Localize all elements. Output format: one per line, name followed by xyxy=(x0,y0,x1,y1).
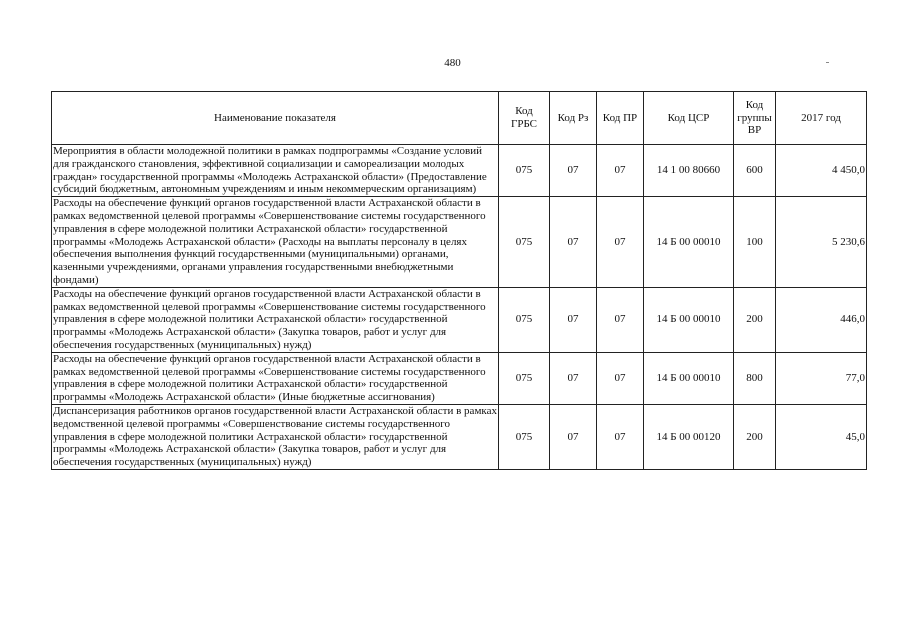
row-amount: 45,0 xyxy=(776,404,867,469)
row-pr: 07 xyxy=(597,352,644,404)
header-rz: Код Рз xyxy=(550,92,597,145)
table-row xyxy=(52,352,867,404)
row-name: Расходы на обеспечение функций органов государственной власти Астраханской области в рамках ведомственной целевой программы «Совершенствование системы государственного управления в сфере молодежной политики Астраханской области» государственной программы «Молодежь Астраханской области» (Расходы на выплаты персоналу в целях обеспечения выполнения функций государственными (муниципальными) органами, казенными учреждениями, органами управления государственными внебюджетными фондами) xyxy=(52,197,499,288)
row-pr: 07 xyxy=(597,145,644,197)
row-grbs: 075 xyxy=(499,145,550,197)
table-header-row xyxy=(52,92,867,145)
row-grbs: 075 xyxy=(499,287,550,352)
row-amount: 4 450,0 xyxy=(776,145,867,197)
row-grbs: 075 xyxy=(499,404,550,469)
row-vr: 200 xyxy=(734,404,776,469)
row-pr: 07 xyxy=(597,404,644,469)
row-rz: 07 xyxy=(550,404,597,469)
row-grbs: 075 xyxy=(499,352,550,404)
row-vr: 600 xyxy=(734,145,776,197)
row-name: Мероприятия в области молодежной политики в рамках подпрограммы «Создание условий для гражданского становления, эффективной социализации и самореализации молодых граждан» государственной программы «Молодежь Астраханской области» (Предоставление субсидий бюджетным, автономным учреждениям и иным некоммерческим организациям) xyxy=(52,145,499,197)
row-amount: 446,0 xyxy=(776,287,867,352)
row-csr: 14 1 00 80660 xyxy=(644,145,734,197)
row-pr: 07 xyxy=(597,197,644,288)
row-csr: 14 Б 00 00010 xyxy=(644,352,734,404)
table-row xyxy=(52,287,867,352)
row-pr: 07 xyxy=(597,287,644,352)
row-csr: 14 Б 00 00010 xyxy=(644,197,734,288)
row-name: Расходы на обеспечение функций органов государственной власти Астраханской области в рамках ведомственной целевой программы «Совершенствование системы государственного управления в сфере молодежной политики Астраханской области» государственной программы «Молодежь Астраханской области» (Иные бюджетные ассигнования) xyxy=(52,352,499,404)
row-csr: 14 Б 00 00010 xyxy=(644,287,734,352)
header-year: 2017 год xyxy=(776,92,867,145)
row-vr: 200 xyxy=(734,287,776,352)
header-pr: Код ПР xyxy=(597,92,644,145)
row-name: Расходы на обеспечение функций органов государственной власти Астраханской области в рамках ведомственной целевой программы «Совершенствование системы государственного управления в сфере молодежной политики Астраханской области» государственной программы «Молодежь Астраханской области» (Закупка товаров, работ и услуг для обеспечения государственных (муниципальных) нужд) xyxy=(52,287,499,352)
row-rz: 07 xyxy=(550,197,597,288)
row-rz: 07 xyxy=(550,287,597,352)
row-grbs: 075 xyxy=(499,197,550,288)
header-grbs: Код ГРБС xyxy=(499,92,550,145)
row-amount: 5 230,6 xyxy=(776,197,867,288)
table-row xyxy=(52,404,867,469)
page-number: 480 xyxy=(444,57,461,69)
row-name: Диспансеризация работников органов государственной власти Астраханской области в рамках ведомственной целевой программы «Совершенствование системы государственного управления в сфере молодежной политики Астраханской области» государственной программы «Молодежь Астраханской области» (Закупка товаров, работ и услуг для обеспечения государственных (муниципальных) нужд) xyxy=(53,404,497,469)
table-row xyxy=(52,145,867,197)
row-csr: 14 Б 00 00120 xyxy=(644,404,734,469)
row-vr: 100 xyxy=(734,197,776,288)
row-rz: 07 xyxy=(550,352,597,404)
row-vr: 800 xyxy=(734,352,776,404)
row-amount: 77,0 xyxy=(776,352,867,404)
header-csr: Код ЦСР xyxy=(644,92,734,145)
row-rz: 07 xyxy=(550,145,597,197)
header-vr: Код группы ВР xyxy=(734,92,776,145)
header-name: Наименование показателя xyxy=(52,92,499,145)
table-row xyxy=(52,197,867,288)
budget-table xyxy=(51,91,867,470)
scan-mark xyxy=(826,62,829,63)
